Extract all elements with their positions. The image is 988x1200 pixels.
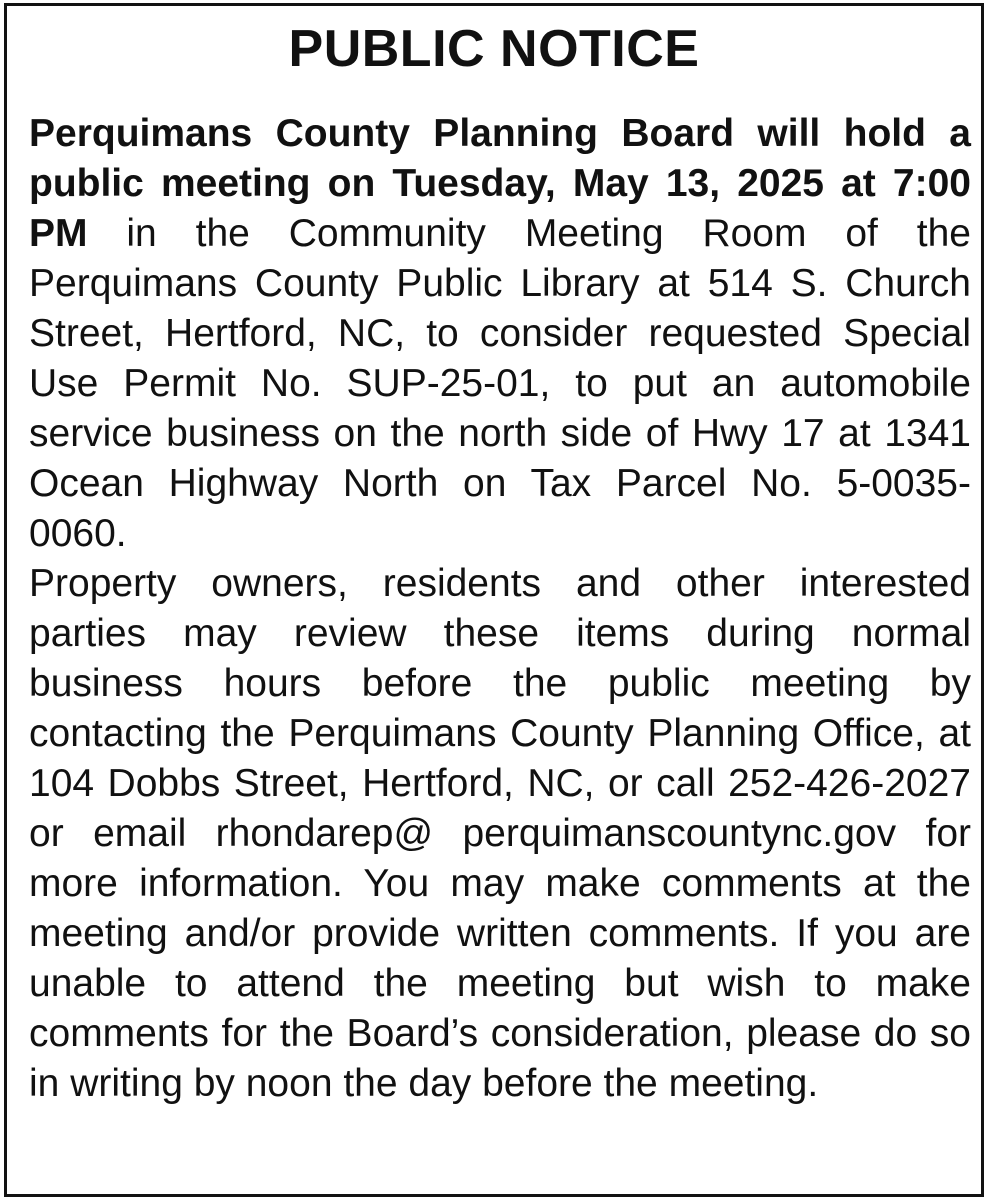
meeting-details: in the Community Meeting Room of the Perquimans County Public Library at 514 S. Church Street, Hertford, NC, to consider requested Special Use Permit No. SUP-25-01, to put an automobile service business on the north side of Hwy 17 at 1341 Ocean Highway North on Tax Parcel No. 5-0035-0060.	[29, 212, 971, 555]
notice-title: PUBLIC NOTICE	[288, 20, 700, 78]
notice-body	[29, 109, 971, 1109]
notice-paragraph-comments: Property owners, residents and other interested parties may review these items during normal business hours before the public meeting by contacting the Perquimans County Planning Office, at 104 Dobbs Street, Hertford, NC, or call 252-426-2027 or email rhondarep@ perquimanscountync.gov for more information. You may make comments at the meeting and/or provide written comments. If you are unable to attend the meeting but wish to make comments for the Board’s consideration, please do so in writing by noon the day before the meeting.	[29, 562, 971, 1105]
meeting-announcement: Perquimans County Planning Board will hold a public meeting on Tuesday, May 13, 2025 at 7:00 PM	[29, 112, 971, 255]
notice-paragraph-meeting	[29, 109, 971, 559]
notice-frame	[4, 3, 984, 1197]
